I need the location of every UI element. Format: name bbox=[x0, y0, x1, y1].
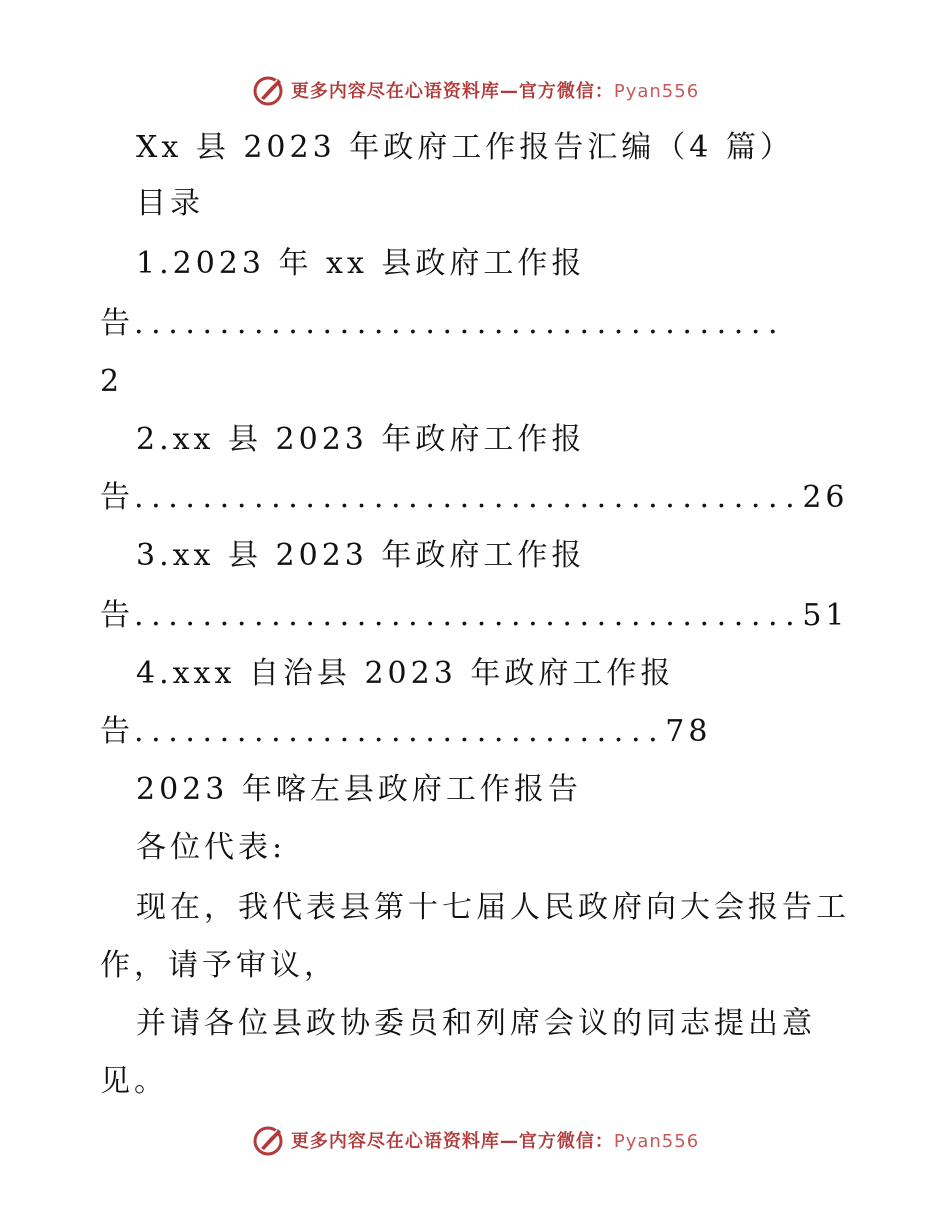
toc-entry-1-leader-line: 告...................................... bbox=[100, 306, 786, 341]
toc-entry-1-page: 2 bbox=[100, 364, 124, 399]
toc-entry-4-label: 4.xxx 自治县 2023 年政府工作报 bbox=[136, 656, 675, 691]
toc-entry-3-label: 3.xx 县 2023 年政府工作报 bbox=[136, 538, 586, 573]
footer-watermark bbox=[0, 1120, 950, 1160]
toc-entry-2-label: 2.xx 县 2023 年政府工作报 bbox=[136, 422, 586, 457]
watermark-text: 更多内容尽在心语资料库—官方微信：Pyan556 bbox=[290, 81, 700, 102]
quill-logo-icon bbox=[251, 1122, 287, 1158]
report-title: 2023 年喀左县政府工作报告 bbox=[136, 772, 582, 807]
quill-logo-icon bbox=[251, 72, 287, 108]
paragraph-1-line-2: 作，请予审议， bbox=[100, 948, 338, 983]
toc-entry-3-leader-line: 告.......................................51 bbox=[100, 598, 849, 633]
paragraph-2-line-1: 并请各位县政协委员和列席会议的同志提出意 bbox=[136, 1006, 816, 1041]
watermark-text: 更多内容尽在心语资料库—官方微信：Pyan556 bbox=[290, 1131, 700, 1152]
toc-entry-4-leader-line: 告...............................78 bbox=[100, 714, 712, 749]
toc-heading: 目录 bbox=[136, 186, 204, 221]
toc-entry-2-leader-line: 告.......................................26 bbox=[100, 480, 849, 515]
paragraph-1-line-1: 现在，我代表县第十七届人民政府向大会报告工 bbox=[136, 890, 850, 925]
paragraph-2-line-2: 见。 bbox=[100, 1064, 168, 1099]
document-title: Xx 县 2023 年政府工作报告汇编（4 篇） bbox=[136, 130, 794, 165]
toc-entry-1-label: 1.2023 年 xx 县政府工作报 bbox=[136, 246, 586, 281]
report-salutation: 各位代表: bbox=[136, 830, 287, 865]
header-watermark bbox=[0, 70, 950, 110]
